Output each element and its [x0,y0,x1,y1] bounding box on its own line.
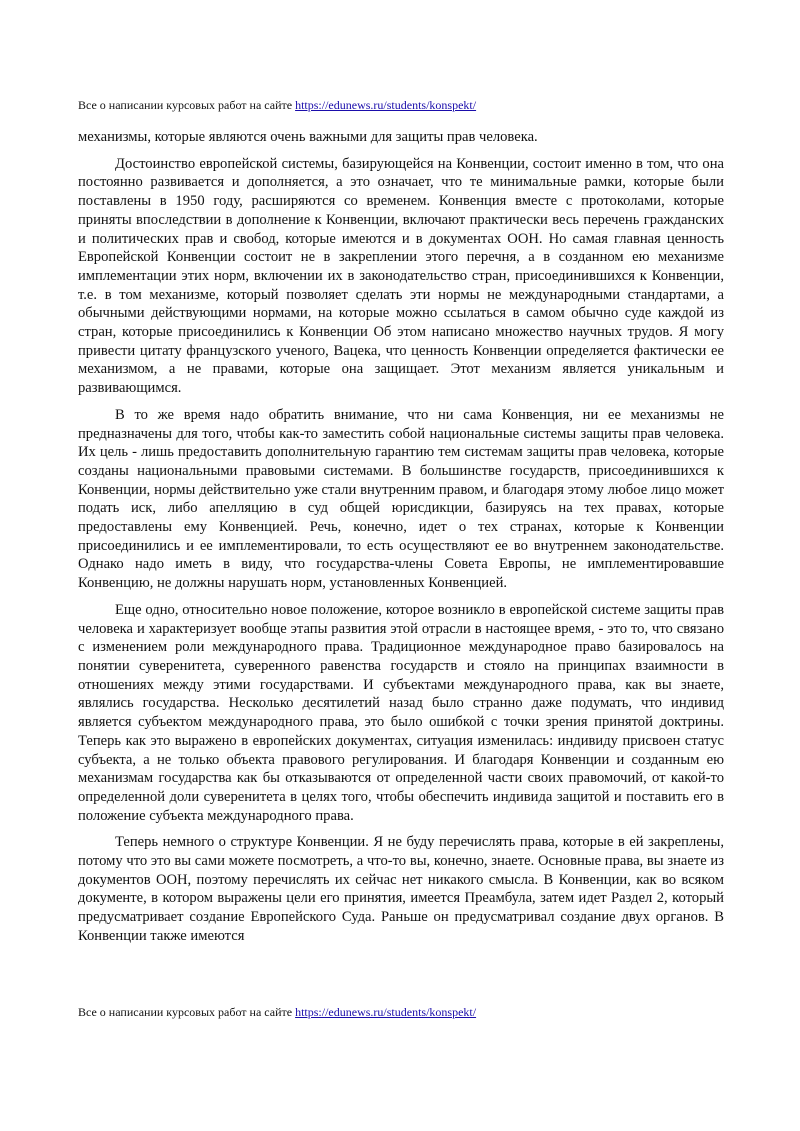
paragraph-convention-merit: Достоинство европейской системы, базирующейся на Конвенции, состоит именно в том, что она постоянно развивается и дополняется, а это означает, что те минимальные рамки, которые были поставлены в 1950 году, расширяются со временем. Конвенция вместе с протоколами, которые приняты впоследствии в дополнение к Конвенции, включают практически весь перечень гражданских и политических прав и свобод, которые имеются и в документах ООН. Но самая главная ценность Европейской Конвенции состоит не в закреплении этого перечня, а в созданном ею механизме имплементации этих норм, включении их в законодательство стран, присоединившихся к Конвенции, т.е. в том механизме, который позволяет сделать эти нормы не международными стандартами, а обычными действующими нормами, на которые можно ссылаться в самом обычно суде каждой из стран, которые присоединились к Конвенции Об этом написано множество научных трудов. Я могу привести цитату французского ученого, Вацека, что ценность Конвенции определяется фактически ее механизмом, а не правами, которые она защищает. Этот механизм является уникальным и развивающимся. [78,155,724,397]
footer-text: Все о написании курсовых работ на сайте [78,1005,296,1019]
paragraph-convention-structure: Теперь немного о структуре Конвенции. Я не буду перечислять права, которые в ей закреплены, потому что это вы сами можете посмотреть, а что-то вы, конечно, знаете. Основные права, вы знаете из документов ООН, поэтому перечислять их сейчас нет никакого смысла. В Конвенции, как во всяком документе, в котором выражены цели его принятия, имеется Преамбула, затем идет Раздел 2, который предусматривает создание Европейского Суда. Раньше он предусматривал создание двух органов. В Конвенции также имеются [78,834,724,944]
paragraph-national-systems: В то же время надо обратить внимание, что ни сама Конвенция, ни ее механизмы не предназначены для того, чтобы как-то заместить собой национальные системы защиты прав человека. Их цель - лишь предоставить дополнительную гарантию тем системам защиты прав человека, которые созданы национальными правовыми системами. В большинстве государств, присоединившихся к Конвенции, нормы действительно уже стали внутренним правом, и благодаря этому любое лицо может подать иск, либо апелляцию в суд общей юрисдикции, базируясь на тех правах, которые предоставлены ему Конвенцией. Речь, конечно, идет о тех странах, которые к Конвенции присоединились и ее имплементировали, то есть осуществляют ее во внутреннем законодательстве. Однако надо иметь в виду, что государства-члены Совета Европы, не имплементировавшие Конвенцию, не должны нарушать норм, установленных Конвенцией. [78,406,724,592]
footer-link[interactable]: https://edunews.ru/students/konspekt/ [295,1005,477,1019]
paragraph-international-law: Еще одно, относительно новое положение, которое возникло в европейской системе защиты прав человека и характеризует вообще этапы развития этой отрасли в настоящее время, - это то, что связано с изменением роли международного права. Традиционное международное право базировалось на понятии суверенитета, суверенного равенства государств и стояло на принципах взаимности в отношениях между этими государствами. И субъектами международного права, как вы знаете, являлись государства. Несколько десятилетий назад было странно даже подумать, что индивид является субъектом международного права, это было ошибкой с точки зрения принятой доктрины. Теперь как это выражено в европейских документах, ситуация изменилась: индивиду присвоен статус субъекта, а не только объекта правового регулирования. И благодаря Конвенции и созданным ею механизмам государства как бы отказываются от определенной части своих правомочий, от какой-то определенной доли суверенитета в целях того, чтобы обеспечить индивида защитой и поставить его в положение субъекта международного права. [78,601,724,824]
body-text [78,128,724,946]
header-text: Все о написании курсовых работ на сайте [78,98,296,112]
paragraph-continuation: механизмы, которые являются очень важными для защиты прав человека. [78,129,538,145]
page-header [78,98,476,112]
page-footer [78,1005,476,1019]
header-link[interactable]: https://edunews.ru/students/konspekt/ [295,98,477,112]
